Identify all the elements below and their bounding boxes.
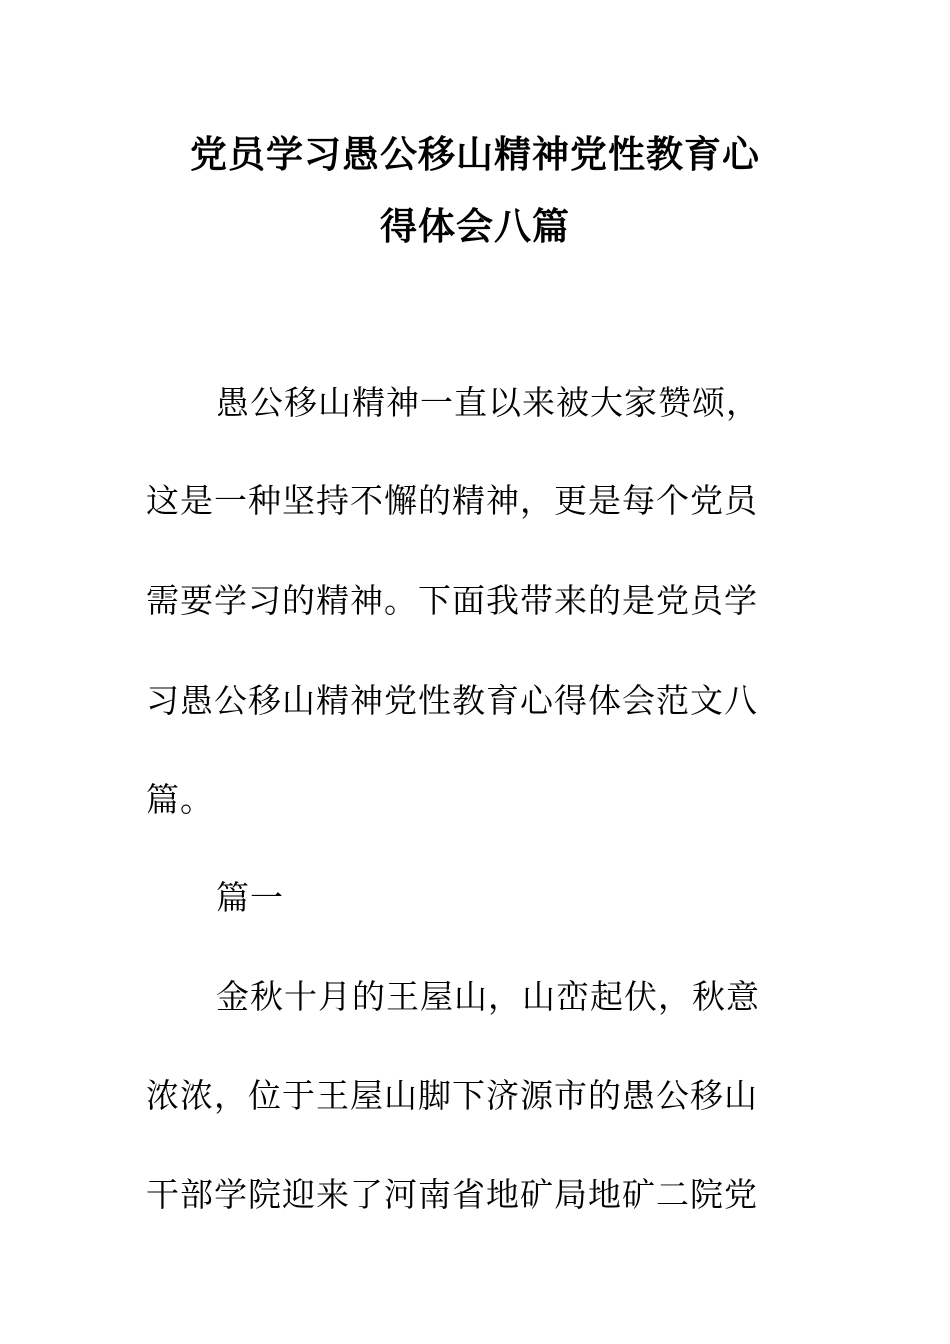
paragraph-line: 干部学院迎来了河南省地矿局地矿二院党 (146, 1175, 758, 1214)
section-heading: 篇一 (216, 878, 284, 917)
document-title-line-2: 得体会八篇 (380, 205, 570, 248)
document-title-line-1: 党员学习愚公移山精神党性教育心 (190, 133, 760, 176)
paragraph-line: 习愚公移山精神党性教育心得体会范文八 (146, 681, 758, 720)
paragraph-line: 愚公移山精神一直以来被大家赞颂， (216, 383, 760, 422)
paragraph-line: 这是一种坚持不懈的精神，更是每个党员 (146, 481, 758, 520)
paragraph-line: 需要学习的精神。下面我带来的是党员学 (146, 581, 758, 620)
paragraph-line: 金秋十月的王屋山，山峦起伏，秋意 (216, 977, 760, 1016)
paragraph-line: 篇。 (146, 780, 214, 819)
paragraph-line: 浓浓，位于王屋山脚下济源市的愚公移山 (146, 1076, 758, 1115)
